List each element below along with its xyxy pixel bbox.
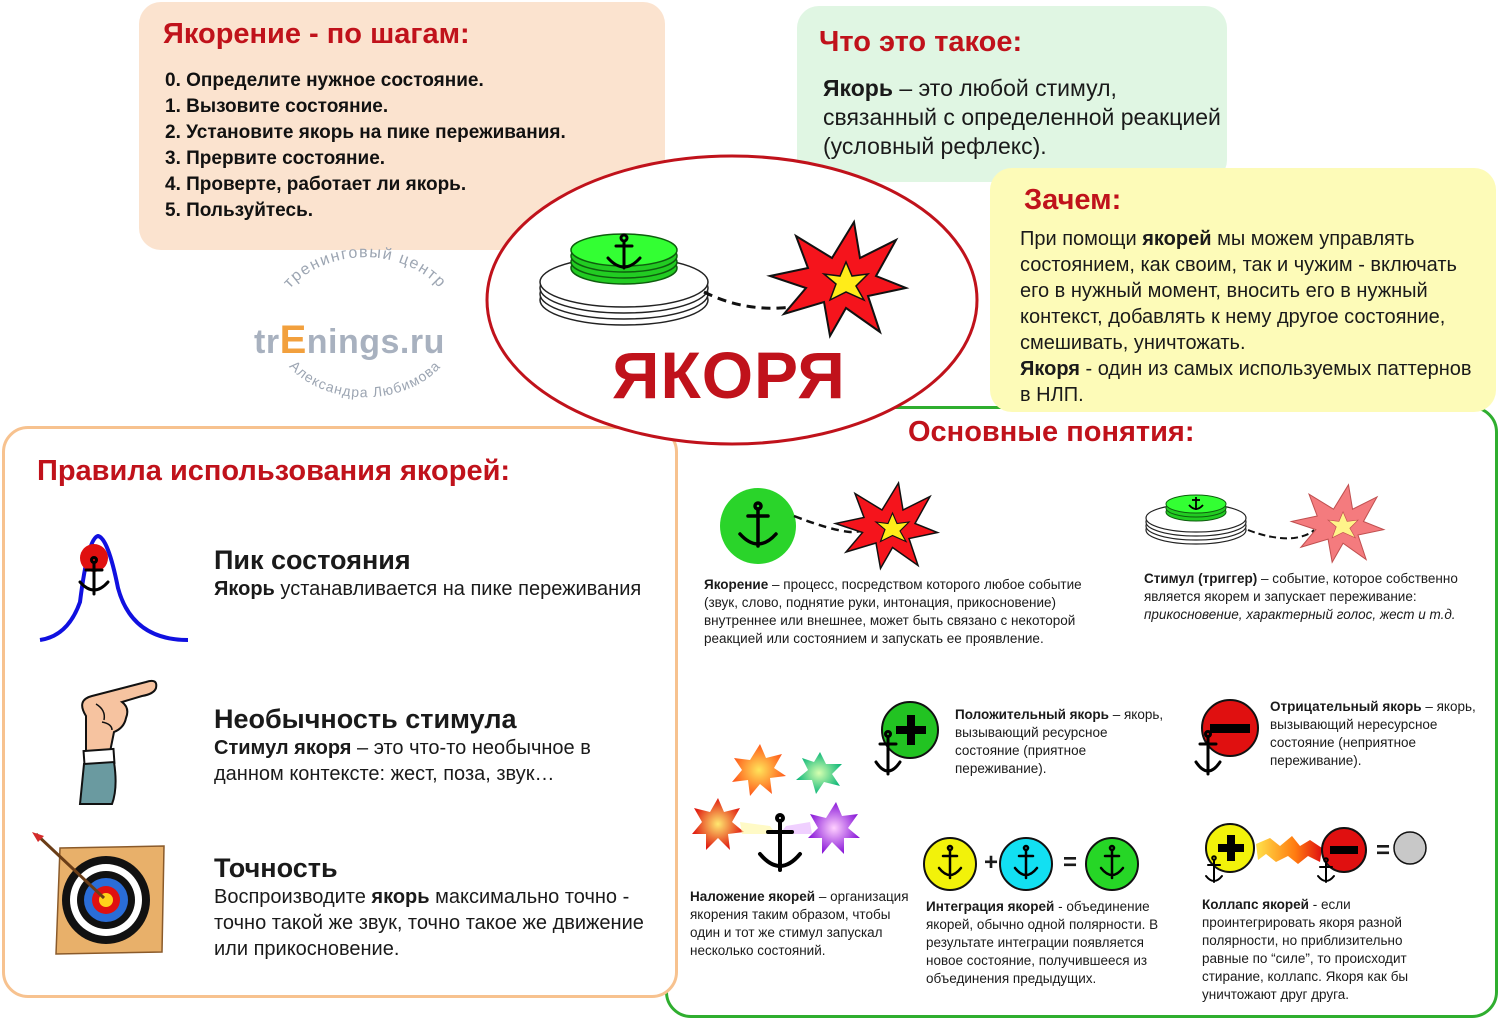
- rule-3-desc: максимально точно - точно такой же звук, точно такое же движение или прикосновение.: [214, 886, 644, 960]
- why-text: [1020, 226, 1486, 408]
- main-title: ЯКОРЯ: [612, 338, 846, 412]
- negative-term: Отрицательный якорь: [1270, 699, 1422, 714]
- integration-plus: +: [984, 849, 999, 876]
- rule-2-title: Необычность стимула: [214, 704, 517, 734]
- integration-text: [926, 898, 1176, 988]
- collapse-desc: - если проинтегрировать якоря разной полярности, но приблизительно равные по “силе”, то происходит стирание, коллапс. Якоря как бы уничтожают друг друга.: [1202, 897, 1409, 1002]
- anchoring-term: Якорение: [704, 577, 769, 592]
- what-term: Якорь: [823, 75, 893, 101]
- positive-anchor-icon: [870, 698, 950, 782]
- logo-bottom-text: Александра Любимова: [286, 357, 444, 401]
- integration-icon: [922, 834, 1122, 894]
- explosion-icon: [768, 218, 908, 338]
- collapse-text: [1202, 896, 1440, 1004]
- rule-2-term: Стимул якоря: [214, 737, 352, 759]
- what-definition: – это любой стимул, связанный с определенной реакцией (условный рефлекс).: [823, 75, 1221, 159]
- step-item: 1. Вызовите состояние.: [165, 96, 389, 117]
- overlay-desc: – организация якорения таким образом, чтобы один и тот же стимул запускал несколько состояний.: [690, 889, 909, 958]
- collapse-icon: [1200, 818, 1440, 890]
- integration-term: Интеграция якорей: [926, 899, 1055, 914]
- peak-curve-icon: [38, 532, 192, 644]
- logo-name-a: tr: [254, 323, 280, 361]
- stimulus-desc: – событие, которое собственно является якорем и запускает переживание:: [1144, 571, 1458, 604]
- collapse-term: Коллапс якорей: [1202, 897, 1309, 912]
- rule-3-term: якорь: [371, 886, 430, 908]
- rule-1-term: Якорь: [214, 578, 275, 600]
- rules-heading: Правила использования якорей:: [37, 455, 511, 487]
- why-text-3: - один из самых используемых паттернов в НЛП.: [1020, 358, 1472, 406]
- steps-heading: Якорение - по шагам:: [163, 18, 470, 50]
- rule-1: [214, 544, 644, 602]
- anchoring-text: [704, 576, 1104, 648]
- anchoring-icon: [720, 480, 950, 570]
- why-text-1: При помощи: [1020, 228, 1143, 250]
- stimulus-term: Стимул (триггер): [1144, 571, 1258, 586]
- logo-name-c: nings.ru: [306, 323, 445, 361]
- positive-text: [955, 706, 1165, 778]
- integration-desc: - объединение якорей, обычно одной полярности. В результате интеграции появляется новое состояние, получившееся из объединения предыдущих.: [926, 899, 1159, 986]
- what-text: [823, 74, 1223, 161]
- logo-name-b: E: [279, 318, 307, 362]
- overlay-term: Наложение якорей: [690, 889, 816, 904]
- why-term-1: якорей: [1142, 228, 1212, 250]
- pointing-hand-icon: [66, 678, 166, 806]
- why-term-2: Якоря: [1020, 358, 1080, 380]
- rule-1-text: [214, 576, 644, 602]
- step-item: 0. Определите нужное состояние.: [165, 70, 484, 91]
- rule-3-title: Точность: [214, 853, 338, 883]
- logo-name: [254, 318, 445, 363]
- logo-top-text: тренинговый центр: [280, 244, 450, 292]
- rule-1-title: Пик состояния: [214, 545, 411, 575]
- overlay-anchors-icon: [690, 742, 880, 882]
- svg-text:тренинговый центр: [280, 244, 449, 292]
- step-item: 2. Установите якорь на пике переживания.: [165, 122, 566, 143]
- trigger-button-icon: [538, 228, 718, 328]
- negative-anchor-icon: [1188, 696, 1268, 782]
- anchoring-desc: – процесс, посредством которого любое событие (звук, слово, поднятие руки, интонация, прикосновение) внутреннее или внешнее, может быть связано с некоторой реакцией или состоянием и запускать ее проявление.: [704, 577, 1082, 646]
- target-icon: [30, 830, 170, 960]
- step-item: 4. Проверте, работает ли якорь.: [165, 174, 467, 195]
- rule-2-desc: – это что-то необычное в данном контексте: жест, поза, звук…: [214, 737, 591, 785]
- rule-2-text: [214, 735, 644, 787]
- positive-term: Положительный якорь: [955, 707, 1109, 722]
- negative-text: [1270, 698, 1485, 770]
- collapse-equals: =: [1376, 837, 1391, 864]
- rule-3: [214, 852, 654, 962]
- concepts-heading: Основные понятия:: [908, 416, 1195, 448]
- rule-3-text: [214, 884, 654, 962]
- what-heading: Что это такое:: [819, 26, 1023, 58]
- svg-text:Александра Любимова: [287, 357, 444, 400]
- rule-1-desc: устанавливается на пике переживания: [274, 578, 642, 600]
- rule-2: [214, 703, 644, 787]
- step-item: 3. Прервите состояние.: [165, 148, 386, 169]
- overlay-text: [690, 888, 910, 960]
- integration-equals: =: [1063, 849, 1078, 876]
- rule-3-pre: Воспроизводите: [214, 886, 372, 908]
- step-item: 5. Пользуйтесь.: [165, 200, 314, 221]
- why-panel: [990, 168, 1496, 412]
- stimulus-examples: прикосновение, характерный голос, жест и т.д.: [1144, 607, 1456, 622]
- why-text-2: мы можем управлять состоянием, как своим, так и чужим - включать его в нужный момент, вносить его в нужный контекст, добавлять к нему другое состояние, смешивать, уничтожать.: [1020, 228, 1457, 354]
- stimulus-icon: [1144, 486, 1394, 566]
- negative-desc: – якорь, вызывающий нересурсное состояние (неприятное переживание).: [1270, 699, 1476, 768]
- positive-desc: – якорь, вызывающий ресурсное состояние (приятное переживание).: [955, 707, 1164, 776]
- why-heading: Зачем:: [1024, 184, 1122, 216]
- stimulus-text: [1144, 570, 1464, 624]
